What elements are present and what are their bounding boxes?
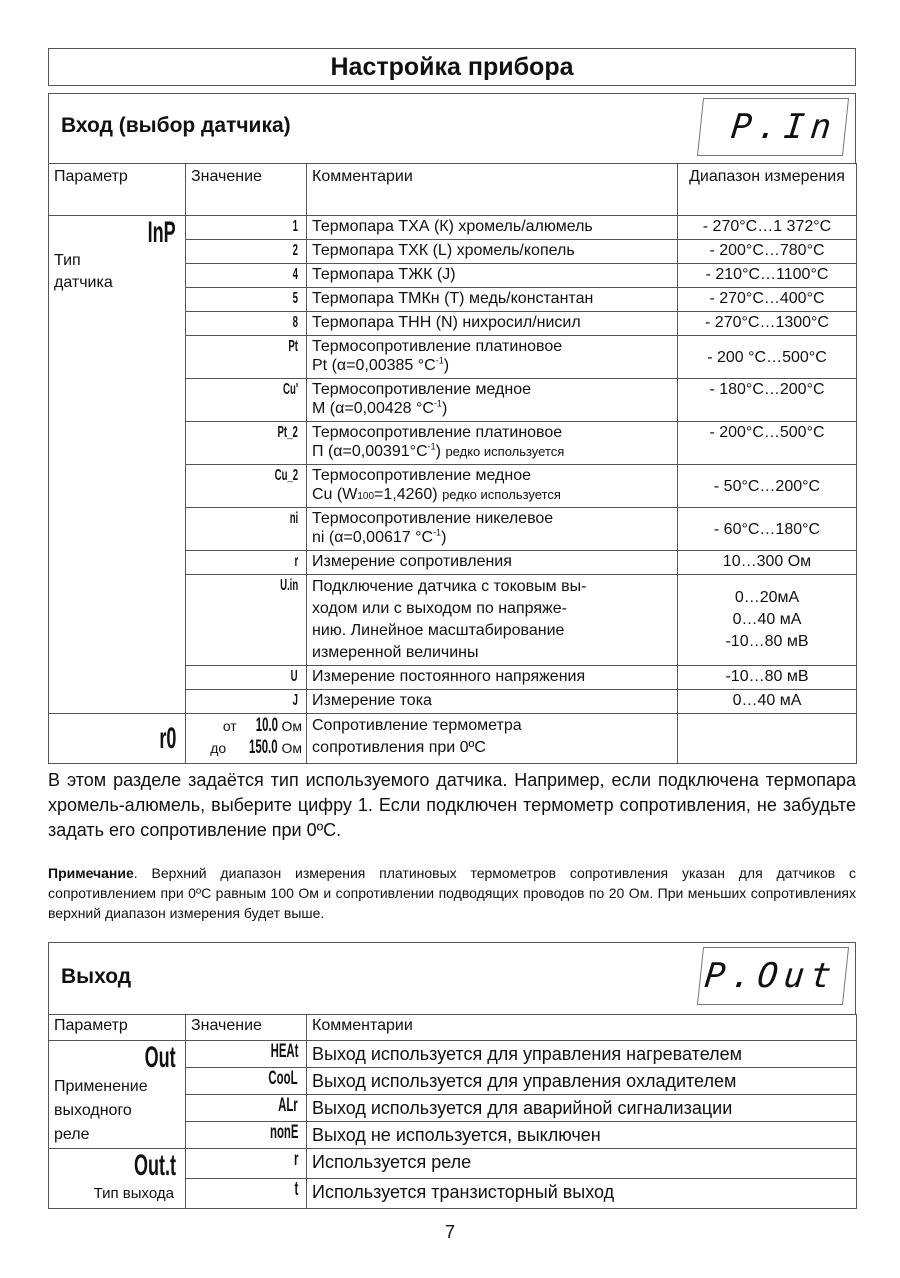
- range-cell: [678, 714, 857, 764]
- table-row: [49, 1149, 857, 1179]
- param-out-cell: [49, 1041, 186, 1149]
- value-cell: Cu_2: [186, 465, 307, 508]
- comment-cell: Измерение сопротивления: [307, 551, 678, 575]
- range-cell: 0…20мА 0…40 мА -10…80 мВ: [678, 575, 857, 666]
- value-cell: 2: [186, 240, 307, 264]
- output-parameters-table: [48, 1014, 857, 1209]
- value-cell: ALr: [186, 1095, 307, 1122]
- range-cell: - 60°C…180°C: [678, 508, 857, 551]
- range-cell: - 210°C…1100°C: [678, 264, 857, 288]
- comment-cell: Термопара ТХА (К) хромель/алюмель: [307, 216, 678, 240]
- value-cell: ni: [186, 508, 307, 551]
- note-text: . Верхний диапазон измерения платиновых термометров сопротивления указан для датчиков с сопротивлением при 0ºC равным 100 Ом и сопротивлении подводящих проводов по 20 Ом. При меньших сопротивлениях верхний диапазон измерения будет выше.: [48, 865, 856, 921]
- param-r0-cell: [49, 714, 186, 764]
- comment-cell: Термосопротивление платиновое Pt (α=0,00385 $^\circ C^{-1}$): [307, 336, 678, 379]
- value-cell: t: [186, 1179, 307, 1209]
- value-cell: Pt: [186, 336, 307, 379]
- value-cell: 4: [186, 264, 307, 288]
- comment-cell: Подключение датчика с токовым вы- ходом или с выходом по напряже- нию. Линейное масштабирование измеренной величины: [307, 575, 678, 666]
- value-cell: Pt_2: [186, 422, 307, 465]
- comment-cell: Термопара ТЖК (J): [307, 264, 678, 288]
- value-cell: 5: [186, 288, 307, 312]
- param-code-inp: InP: [147, 216, 176, 249]
- comment-cell: Термопара ТНН (N) нихросил/нисил: [307, 312, 678, 336]
- value-cell: HEAt: [186, 1041, 307, 1068]
- value-cell: nonE: [186, 1122, 307, 1149]
- value-cell: r: [186, 1149, 307, 1179]
- param-outt-cell: [49, 1149, 186, 1209]
- r0-value-cell: от 10.0 Ом до 150.0 Ом: [186, 714, 307, 764]
- value-cell: U.in: [186, 575, 307, 666]
- param-code-out: Out: [145, 1041, 176, 1074]
- range-cell: - 270°C…400°C: [678, 288, 857, 312]
- range-cell: 10…300 Ом: [678, 551, 857, 575]
- output-section-title: Выход: [61, 965, 132, 988]
- note-paragraph: [48, 863, 856, 923]
- comment-cell: Выход используется для управления охладителем: [307, 1068, 857, 1095]
- range-cell: - 270°C…1 372°C: [678, 216, 857, 240]
- comment-cell: Выход не используется, выключен: [307, 1122, 857, 1149]
- description-paragraph: В этом разделе задаётся тип используемого датчика. Например, если подключена термопара хромель-алюмель, выберите цифру 1. Если подключен термометр сопротивления, не забудьте задать его сопротивление при 0ºC.: [48, 770, 856, 840]
- table-row: [49, 216, 857, 240]
- header-value: Значение: [186, 1015, 307, 1041]
- lcd-display-p-in: P.In: [697, 98, 849, 156]
- value-cell: 1: [186, 216, 307, 240]
- value-cell: J: [186, 690, 307, 714]
- param-code-outt: Out.t: [134, 1149, 176, 1182]
- value-cell: U: [186, 666, 307, 690]
- range-cell: 0…40 мА: [678, 690, 857, 714]
- value-cell: 8: [186, 312, 307, 336]
- value-cell: r: [186, 551, 307, 575]
- range-cell: - 270°C…1300°C: [678, 312, 857, 336]
- header-value: Значение: [186, 164, 307, 216]
- page-title: Настройка прибора: [48, 48, 856, 86]
- range-cell: - 200°C…500°C: [678, 422, 857, 465]
- range-cell: - 50°C…200°C: [678, 465, 857, 508]
- param-label-inp: Тип датчика: [54, 252, 113, 291]
- param-label-out: Применение выходного реле: [54, 1078, 148, 1143]
- header-parameter: Параметр: [49, 164, 186, 216]
- comment-cell: Сопротивление термометра сопротивления при 0ºC: [307, 714, 678, 764]
- table-header-row: [49, 164, 857, 216]
- comment-cell: Выход используется для аварийной сигнализации: [307, 1095, 857, 1122]
- page-number: 7: [444, 1222, 455, 1242]
- header-parameter: Параметр: [49, 1015, 186, 1041]
- table-row-r0: [49, 714, 857, 764]
- comment-cell: Термосопротивление никелевое ni (α=0,00617 $^\circ C^{-1}$): [307, 508, 678, 551]
- param-code-r0: r0: [158, 721, 176, 755]
- comment-cell: Термопара ТХК (L) хромель/копель: [307, 240, 678, 264]
- range-cell: - 200 °C…500°C: [678, 336, 857, 379]
- comment-cell: Измерение постоянного напряжения: [307, 666, 678, 690]
- header-comments: Комментарии: [307, 1015, 857, 1041]
- comment-cell: Термосопротивление медное М (α=0,00428 $^\circ C^{-1}$): [307, 379, 678, 422]
- lcd-display-p-out: P.Out: [697, 947, 849, 1005]
- comment-cell: Термосопротивление медное Cu (W100=1,4260) редко используется: [307, 465, 678, 508]
- comment-cell: Используется транзисторный выход: [307, 1179, 857, 1209]
- param-label-outt: Тип выхода: [93, 1185, 174, 1202]
- input-section-header: [48, 93, 856, 163]
- value-cell: Cu': [186, 379, 307, 422]
- table-header-row: [49, 1015, 857, 1041]
- param-inp-cell: [49, 216, 186, 714]
- note-label: Примечание: [48, 865, 134, 881]
- range-cell: - 180°C…200°C: [678, 379, 857, 422]
- output-section-header: [48, 942, 856, 1014]
- header-comments: Комментарии: [307, 164, 678, 216]
- range-cell: -10…80 мВ: [678, 666, 857, 690]
- comment-cell: Термосопротивление платиновое П $(\alpha=0,00391^\circ C^{-1})$ редко используется: [307, 422, 678, 465]
- table-row: [49, 1041, 857, 1068]
- input-parameters-table: [48, 163, 857, 764]
- comment-cell: Выход используется для управления нагревателем: [307, 1041, 857, 1068]
- comment-cell: Термопара ТМКн (T) медь/константан: [307, 288, 678, 312]
- value-cell: CooL: [186, 1068, 307, 1095]
- input-section-title: Вход (выбор датчика): [61, 114, 291, 137]
- range-cell: - 200°C…780°C: [678, 240, 857, 264]
- header-range: Диапазон измерения: [678, 164, 857, 216]
- comment-cell: Измерение тока: [307, 690, 678, 714]
- comment-cell: Используется реле: [307, 1149, 857, 1179]
